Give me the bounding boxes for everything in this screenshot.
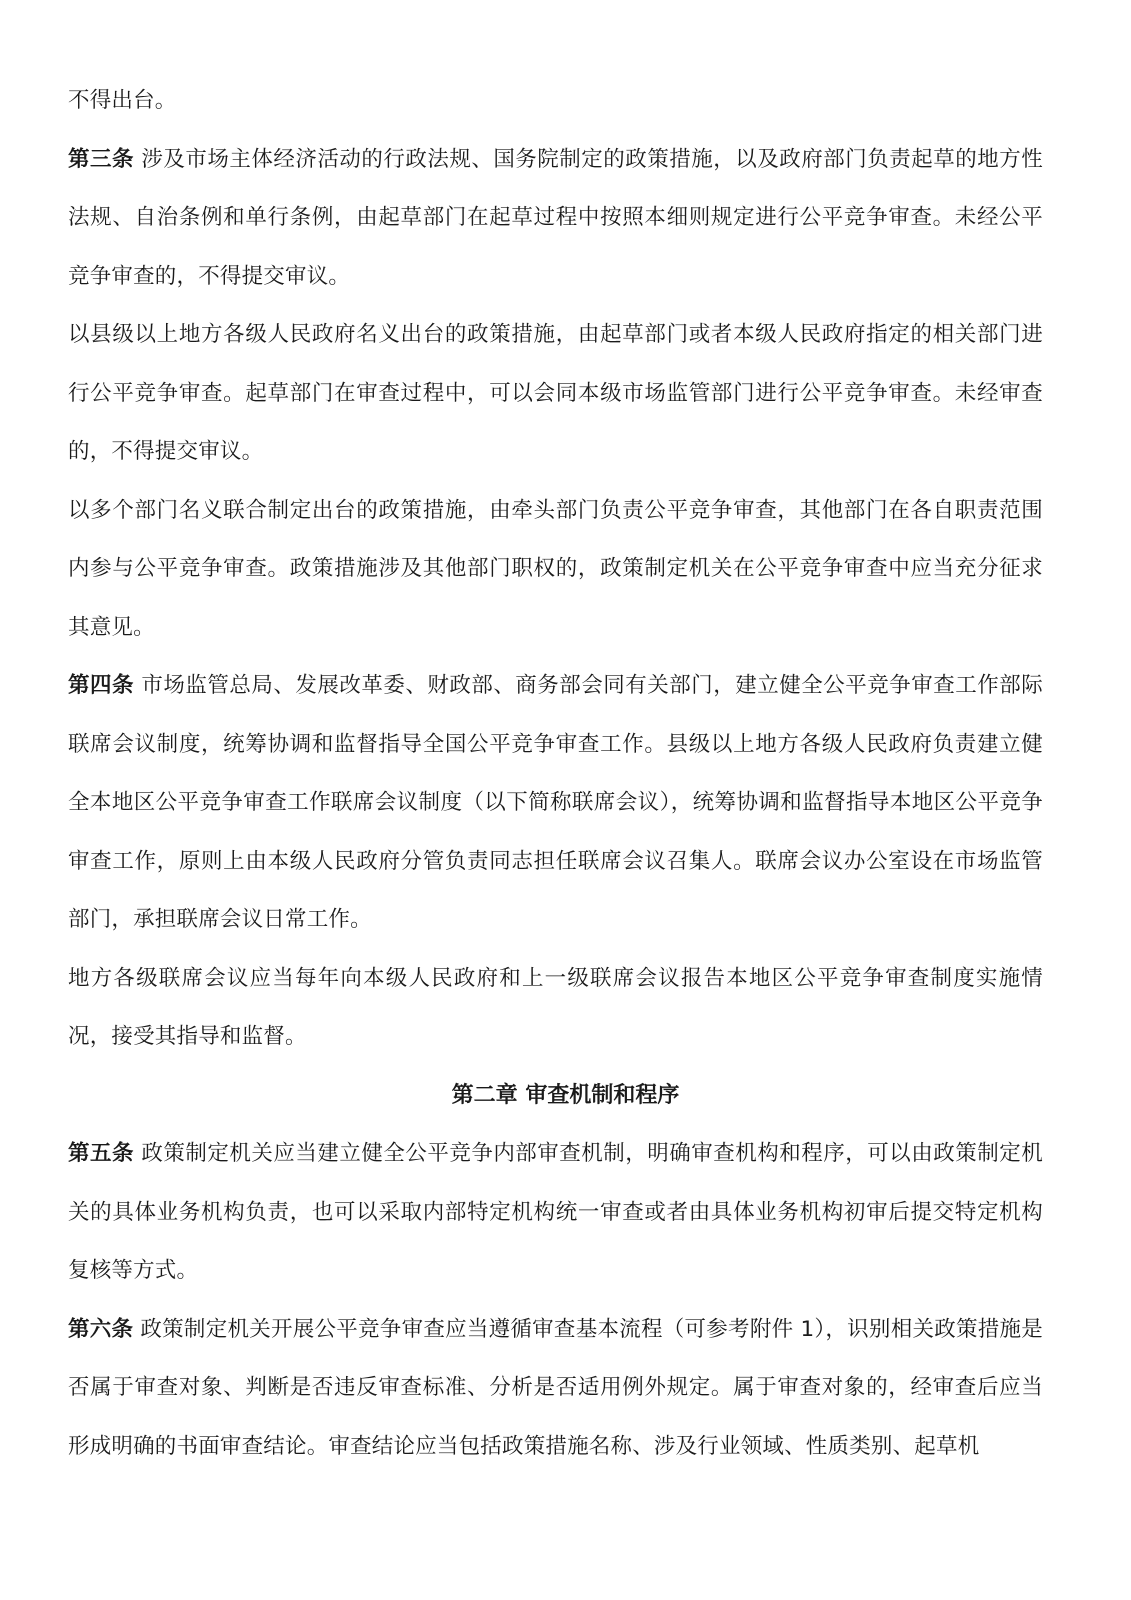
paragraph-text: 政策制定机关应当建立健全公平竞争内部审查机制，明确审查机构和程序，可以由政策制定机关的具体业务机构负责，也可以采取内部特定机构统一审查或者由具体业务机构初审后提交特定机构复核等方式。 (68, 1141, 1043, 1283)
paragraph-annual-report (68, 950, 1043, 1067)
article-4 (68, 657, 1043, 950)
chapter-title: 第二章 审查机制和程序 (451, 1082, 680, 1108)
paragraph-text: 不得出台。 (68, 88, 177, 113)
paragraph-text: 涉及市场主体经济活动的行政法规、国务院制定的政策措施，以及政府部门负责起草的地方性法规、自治条例和单行条例，由起草部门在起草过程中按照本细则规定进行公平竞争审查。未经公平竞争审查的，不得提交审议。 (68, 146, 1043, 289)
paragraph-text: 地方各级联席会议应当每年向本级人民政府和上一级联席会议报告本地区公平竞争审查制度实施情况，接受其指导和监督。 (68, 965, 1043, 1049)
paragraph-text: 市场监管总局、发展改革委、财政部、商务部会同有关部门，建立健全公平竞争审查工作部际联席会议制度，统筹协调和监督指导全国公平竞争审查工作。县级以上地方各级人民政府负责建立健全本地区公平竞争审查工作联席会议制度（以下简称联席会议），统筹协调和监督指导本地区公平竞争审查工作，原则上由本级人民政府分管负责同志担任联席会议召集人。联席会议办公室设在市场监管部门，承担联席会议日常工作。 (68, 673, 1043, 932)
paragraph-text: 政策制定机关开展公平竞争审查应当遵循审查基本流程（可参考附件 1），识别相关政策措施是否属于审查对象、判断是否违反审查标准、分析是否适用例外规定。属于审查对象的，经审查后应当形成明确的书面审查结论。审查结论应当包括政策措施名称、涉及行业领域、性质类别、起草机 (68, 1316, 1043, 1459)
paragraph-text: 以县级以上地方各级人民政府名义出台的政策措施，由起草部门或者本级人民政府指定的相关部门进行公平竞争审查。起草部门在审查过程中，可以会同本级市场监管部门进行公平竞争审查。未经审查的，不得提交审议。 (68, 322, 1043, 464)
paragraph-text: 以多个部门名义联合制定出台的政策措施，由牵头部门负责公平竞争审查，其他部门在各自职责范围内参与公平竞争审查。政策措施涉及其他部门职权的，政策制定机关在公平竞争审查中应当充分征求其意见。 (68, 497, 1043, 640)
article-5 (68, 1125, 1043, 1301)
article-label: 第四条 (68, 673, 134, 698)
paragraph-local-government (68, 306, 1043, 482)
article-label: 第六条 (68, 1316, 134, 1342)
article-label: 第三条 (68, 146, 134, 172)
paragraph-continuation (68, 72, 1043, 131)
paragraph-joint-departments (68, 482, 1043, 658)
article-3 (68, 131, 1043, 307)
article-6 (68, 1301, 1043, 1477)
article-label: 第五条 (68, 1141, 134, 1166)
